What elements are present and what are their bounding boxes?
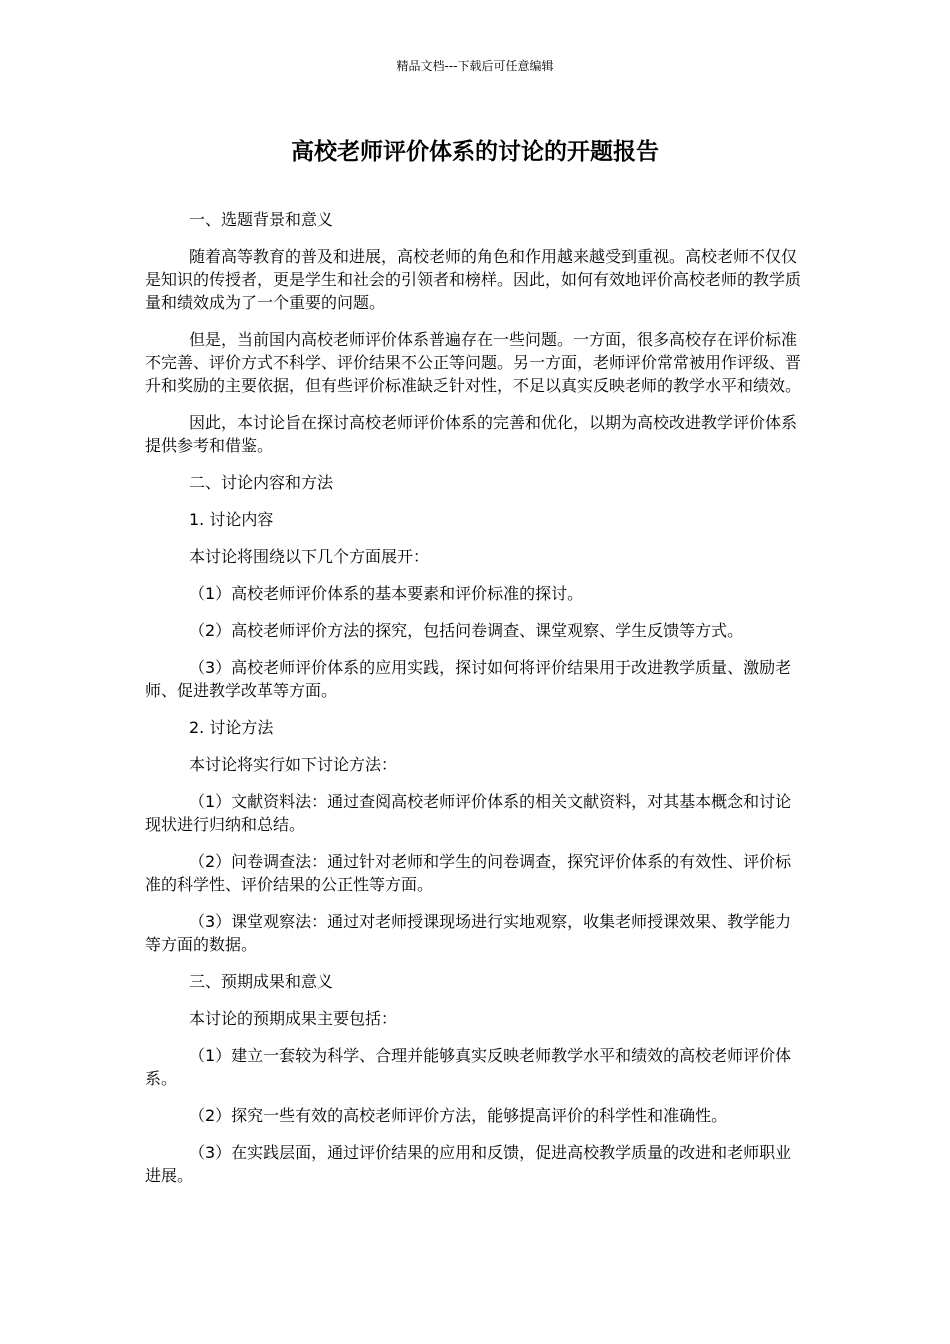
document-body [145, 208, 805, 1201]
subsection-heading: 1. 讨论内容 [189, 510, 274, 529]
subsection-heading: 2. 讨论方法 [189, 718, 274, 737]
paragraph: 但是，当前国内高校老师评价体系普遍存在一些问题。一方面，很多高校存在评价标准不完善、评价方式不科学、评价结果不公正等问题。另一方面，老师评价常常被用作评级、晋升和奖励的主要依据，但有些评价标准缺乏针对性，不足以真实反映老师的教学水平和绩效。 [145, 330, 802, 395]
paragraph: 随着高等教育的普及和进展，高校老师的角色和作用越来越受到重视。高校老师不仅仅是知识的传授者，更是学生和社会的引领者和榜样。因此，如何有效地评价高校老师的教学质量和绩效成为了一个重要的问题。 [145, 247, 802, 312]
paragraph: 本讨论的预期成果主要包括： [189, 1009, 398, 1028]
paragraph: 本讨论将围绕以下几个方面展开： [189, 547, 430, 566]
list-item: （2）高校老师评价方法的探究，包括问卷调查、课堂观察、学生反馈等方式。 [189, 621, 744, 640]
header-note: 精品文档---下载后可任意编辑 [396, 59, 554, 73]
section-heading-2: 二、讨论内容和方法 [189, 473, 334, 492]
list-item: （1）文献资料法：通过查阅高校老师评价体系的相关文献资料，对其基本概念和讨论现状进行归纳和总结。 [145, 792, 792, 834]
paragraph: 本讨论将实行如下讨论方法： [189, 755, 398, 774]
list-item: （1）高校老师评价体系的基本要素和评价标准的探讨。 [189, 584, 584, 603]
list-item: （3）在实践层面，通过评价结果的应用和反馈，促进高校教学质量的改进和老师职业进展。 [145, 1143, 792, 1185]
document-title: 高校老师评价体系的讨论的开题报告 [291, 139, 659, 165]
list-item: （2）探究一些有效的高校老师评价方法，能够提高评价的科学性和准确性。 [189, 1106, 728, 1125]
list-item: （2）问卷调查法：通过针对老师和学生的问卷调查，探究评价体系的有效性、评价标准的科学性、评价结果的公正性等方面。 [145, 852, 792, 894]
list-item: （3）课堂观察法：通过对老师授课现场进行实地观察，收集老师授课效果、教学能力等方面的数据。 [145, 912, 792, 954]
list-item: （3）高校老师评价体系的应用实践，探讨如何将评价结果用于改进教学质量、激励老师、促进教学改革等方面。 [145, 658, 792, 700]
paragraph: 因此，本讨论旨在探讨高校老师评价体系的完善和优化，以期为高校改进教学评价体系提供参考和借鉴。 [145, 413, 798, 455]
section-heading-3: 三、预期成果和意义 [189, 972, 334, 991]
section-heading-1: 一、选题背景和意义 [189, 210, 334, 229]
list-item: （1）建立一套较为科学、合理并能够真实反映老师教学水平和绩效的高校老师评价体系。 [145, 1046, 792, 1088]
